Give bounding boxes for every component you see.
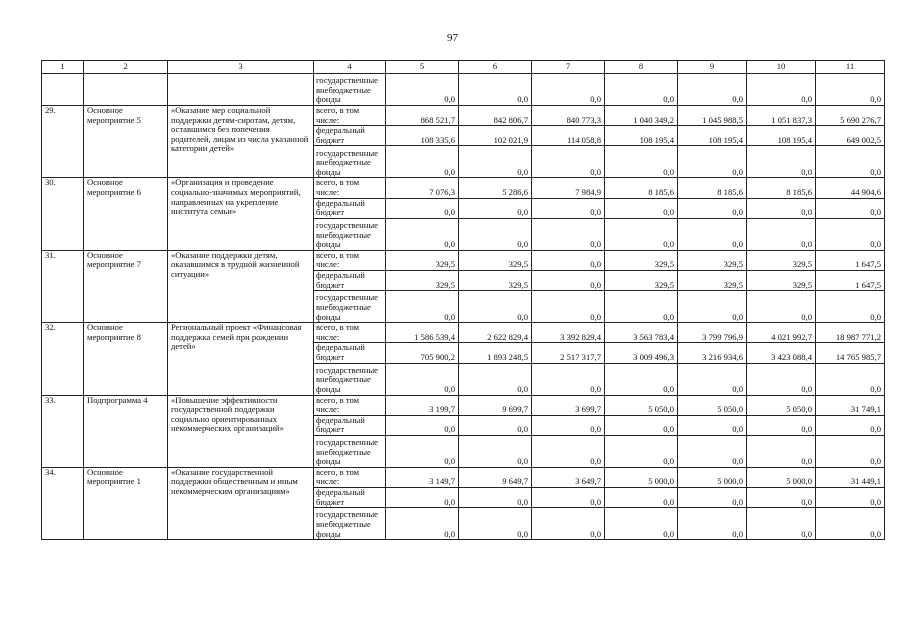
value-cell: 1 045 988,5 — [678, 106, 747, 126]
value-cell: 114 058,8 — [532, 126, 605, 146]
table-body — [42, 61, 885, 540]
funding-source: государственные внебюджетные фонды — [314, 435, 386, 467]
value-cell: 0,0 — [816, 218, 885, 250]
measure-name: Основное мероприятие 5 — [84, 106, 168, 178]
value-cell: 0,0 — [386, 508, 459, 540]
column-header: 10 — [747, 61, 816, 74]
value-cell: 0,0 — [816, 146, 885, 178]
value-cell: 329,5 — [459, 270, 532, 290]
value-cell: 0,0 — [386, 363, 459, 395]
value-cell: 0,0 — [532, 198, 605, 218]
value-cell: 31 449,1 — [816, 467, 885, 487]
value-cell: 3 423 088,4 — [747, 343, 816, 363]
value-cell: 0,0 — [532, 291, 605, 323]
value-cell: 7 984,9 — [532, 178, 605, 198]
value-cell: 329,5 — [605, 270, 678, 290]
table-row — [42, 323, 885, 343]
value-cell: 5 000,0 — [678, 467, 747, 487]
value-cell: 0,0 — [459, 488, 532, 508]
value-cell: 0,0 — [386, 146, 459, 178]
column-header: 2 — [84, 61, 168, 74]
measure-name: Основное мероприятие 1 — [84, 467, 168, 539]
value-cell: 0,0 — [678, 415, 747, 435]
value-cell: 0,0 — [747, 488, 816, 508]
value-cell: 102 021,9 — [459, 126, 532, 146]
value-cell: 0,0 — [386, 218, 459, 250]
value-cell: 0,0 — [747, 363, 816, 395]
value-cell: 0,0 — [459, 291, 532, 323]
measure-description: «Организация и проведение социально-значимых мероприятий, направленных на укрепление института семьи» — [168, 178, 314, 250]
funding-source: федеральный бюджет — [314, 126, 386, 146]
table-row — [42, 106, 885, 126]
value-cell: 108 195,4 — [747, 126, 816, 146]
value-cell: 329,5 — [747, 250, 816, 270]
funding-source: всего, в том числе: — [314, 178, 386, 198]
value-cell: 0,0 — [459, 435, 532, 467]
measure-description: «Оказание поддержки детям, оказавшимся в трудной жизненной ситуации» — [168, 250, 314, 322]
value-cell: 0,0 — [532, 74, 605, 106]
value-cell: 0,0 — [747, 415, 816, 435]
value-cell: 0,0 — [747, 435, 816, 467]
value-cell: 705 900,2 — [386, 343, 459, 363]
column-header: 11 — [816, 61, 885, 74]
value-cell: 0,0 — [532, 270, 605, 290]
value-cell: 0,0 — [678, 146, 747, 178]
value-cell: 329,5 — [605, 250, 678, 270]
value-cell: 0,0 — [747, 146, 816, 178]
value-cell: 0,0 — [459, 363, 532, 395]
funding-source: всего, в том числе: — [314, 323, 386, 343]
value-cell: 3 563 783,4 — [605, 323, 678, 343]
value-cell: 0,0 — [386, 415, 459, 435]
measure-name: Основное мероприятие 6 — [84, 178, 168, 250]
value-cell: 0,0 — [816, 291, 885, 323]
value-cell: 842 806,7 — [459, 106, 532, 126]
value-cell: 3 216 934,6 — [678, 343, 747, 363]
value-cell: 0,0 — [605, 218, 678, 250]
value-cell: 649 002,5 — [816, 126, 885, 146]
row-number: 29. — [42, 106, 84, 178]
value-cell: 0,0 — [386, 291, 459, 323]
value-cell: 44 904,6 — [816, 178, 885, 198]
funding-source: федеральный бюджет — [314, 415, 386, 435]
value-cell: 0,0 — [816, 415, 885, 435]
value-cell: 2 517 317,7 — [532, 343, 605, 363]
value-cell: 5 286,6 — [459, 178, 532, 198]
funding-source: всего, в том числе: — [314, 250, 386, 270]
column-header: 6 — [459, 61, 532, 74]
value-cell: 0,0 — [532, 363, 605, 395]
value-cell: 1 586 539,4 — [386, 323, 459, 343]
value-cell: 329,5 — [678, 250, 747, 270]
value-cell: 0,0 — [678, 508, 747, 540]
measure-name: Основное мероприятие 8 — [84, 323, 168, 395]
value-cell: 0,0 — [532, 415, 605, 435]
value-cell: 3 009 496,3 — [605, 343, 678, 363]
value-cell: 0,0 — [678, 74, 747, 106]
value-cell: 8 185,6 — [747, 178, 816, 198]
value-cell: 0,0 — [532, 146, 605, 178]
value-cell: 0,0 — [816, 508, 885, 540]
value-cell: 3 392 829,4 — [532, 323, 605, 343]
value-cell: 0,0 — [386, 198, 459, 218]
value-cell: 329,5 — [747, 270, 816, 290]
value-cell: 868 521,7 — [386, 106, 459, 126]
value-cell: 0,0 — [816, 435, 885, 467]
value-cell: 0,0 — [459, 146, 532, 178]
value-cell: 0,0 — [459, 508, 532, 540]
value-cell: 5 050,0 — [747, 395, 816, 415]
value-cell: 0,0 — [605, 291, 678, 323]
row-number: 30. — [42, 178, 84, 250]
column-header: 8 — [605, 61, 678, 74]
value-cell: 3 799 796,9 — [678, 323, 747, 343]
measure-name: Основное мероприятие 7 — [84, 250, 168, 322]
value-cell: 0,0 — [678, 198, 747, 218]
value-cell: 0,0 — [532, 508, 605, 540]
value-cell: 329,5 — [459, 250, 532, 270]
value-cell: 0,0 — [605, 363, 678, 395]
value-cell: 0,0 — [605, 488, 678, 508]
value-cell: 0,0 — [747, 218, 816, 250]
cell-empty — [42, 74, 84, 106]
value-cell: 5 690 276,7 — [816, 106, 885, 126]
value-cell: 3 149,7 — [386, 467, 459, 487]
value-cell: 840 773,3 — [532, 106, 605, 126]
funding-source: всего, в том числе: — [314, 467, 386, 487]
value-cell: 329,5 — [386, 250, 459, 270]
value-cell: 0,0 — [532, 218, 605, 250]
cell-empty — [84, 74, 168, 106]
value-cell: 3 649,7 — [532, 467, 605, 487]
value-cell: 0,0 — [816, 488, 885, 508]
value-cell: 108 335,6 — [386, 126, 459, 146]
funding-source: государственные внебюджетные фонды — [314, 218, 386, 250]
column-header: 7 — [532, 61, 605, 74]
column-header: 1 — [42, 61, 84, 74]
budget-table — [41, 60, 885, 540]
value-cell: 0,0 — [532, 488, 605, 508]
value-cell: 9 649,7 — [459, 467, 532, 487]
funding-source: федеральный бюджет — [314, 270, 386, 290]
funding-source: государственные внебюджетные фонды — [314, 74, 386, 106]
header-row — [42, 61, 885, 74]
funding-source: всего, в том числе: — [314, 395, 386, 415]
column-header: 3 — [168, 61, 314, 74]
value-cell: 0,0 — [678, 291, 747, 323]
value-cell: 0,0 — [747, 198, 816, 218]
value-cell: 5 050,0 — [605, 395, 678, 415]
value-cell: 5 050,0 — [678, 395, 747, 415]
value-cell: 0,0 — [605, 74, 678, 106]
funding-source: всего, в том числе: — [314, 106, 386, 126]
value-cell: 14 765 985,7 — [816, 343, 885, 363]
table-row — [42, 178, 885, 198]
row-number: 33. — [42, 395, 84, 467]
cell-empty — [168, 74, 314, 106]
measure-description: Региональный проект «Финансовая поддержка семей при рождении детей» — [168, 323, 314, 395]
funding-source: государственные внебюджетные фонды — [314, 146, 386, 178]
value-cell: 0,0 — [747, 291, 816, 323]
value-cell: 0,0 — [386, 488, 459, 508]
value-cell: 0,0 — [678, 363, 747, 395]
value-cell: 329,5 — [678, 270, 747, 290]
value-cell: 4 021 992,7 — [747, 323, 816, 343]
column-header: 5 — [386, 61, 459, 74]
value-cell: 2 622 829,4 — [459, 323, 532, 343]
value-cell: 0,0 — [816, 74, 885, 106]
value-cell: 0,0 — [386, 74, 459, 106]
value-cell: 1 647,5 — [816, 250, 885, 270]
value-cell: 0,0 — [605, 198, 678, 218]
value-cell: 9 699,7 — [459, 395, 532, 415]
table-row — [42, 395, 885, 415]
value-cell: 0,0 — [532, 250, 605, 270]
value-cell: 1 893 248,5 — [459, 343, 532, 363]
measure-description: «Повышение эффективности государственной поддержки социально ориентированных некоммерческих организаций» — [168, 395, 314, 467]
row-number: 31. — [42, 250, 84, 322]
measure-description: «Оказание государственной поддержки общественным и иным некоммерческим организациям» — [168, 467, 314, 539]
page-number: 97 — [447, 32, 458, 44]
value-cell: 8 185,6 — [605, 178, 678, 198]
value-cell: 7 076,3 — [386, 178, 459, 198]
funding-source: государственные внебюджетные фонды — [314, 363, 386, 395]
value-cell: 108 195,4 — [605, 126, 678, 146]
value-cell: 3 199,7 — [386, 395, 459, 415]
value-cell: 0,0 — [605, 415, 678, 435]
value-cell: 0,0 — [816, 198, 885, 218]
value-cell: 0,0 — [459, 415, 532, 435]
table-row — [42, 467, 885, 487]
value-cell: 108 195,4 — [678, 126, 747, 146]
value-cell: 1 051 837,3 — [747, 106, 816, 126]
value-cell: 0,0 — [678, 435, 747, 467]
value-cell: 1 647,5 — [816, 270, 885, 290]
measure-description: «Оказание мер социальной поддержки детям-сиротам, детям, оставшимся без попечения родителей, лицам из числа указанной категории детей» — [168, 106, 314, 178]
column-header: 9 — [678, 61, 747, 74]
funding-source: федеральный бюджет — [314, 488, 386, 508]
funding-source: федеральный бюджет — [314, 198, 386, 218]
value-cell: 5 000,0 — [605, 467, 678, 487]
value-cell: 0,0 — [605, 435, 678, 467]
value-cell: 0,0 — [678, 218, 747, 250]
value-cell: 329,5 — [386, 270, 459, 290]
value-cell: 0,0 — [532, 435, 605, 467]
value-cell: 8 185,6 — [678, 178, 747, 198]
value-cell: 3 699,7 — [532, 395, 605, 415]
table-row — [42, 250, 885, 270]
value-cell: 0,0 — [386, 435, 459, 467]
value-cell: 0,0 — [605, 146, 678, 178]
value-cell: 0,0 — [459, 218, 532, 250]
funding-source: федеральный бюджет — [314, 343, 386, 363]
row-number: 32. — [42, 323, 84, 395]
value-cell: 0,0 — [459, 198, 532, 218]
table-row — [42, 74, 885, 106]
value-cell: 0,0 — [459, 74, 532, 106]
row-number: 34. — [42, 467, 84, 539]
value-cell: 18 987 771,2 — [816, 323, 885, 343]
funding-source: государственные внебюджетные фонды — [314, 291, 386, 323]
column-header: 4 — [314, 61, 386, 74]
funding-source: государственные внебюджетные фонды — [314, 508, 386, 540]
value-cell: 5 000,0 — [747, 467, 816, 487]
value-cell: 0,0 — [747, 74, 816, 106]
value-cell: 0,0 — [747, 508, 816, 540]
value-cell: 1 040 349,2 — [605, 106, 678, 126]
value-cell: 0,0 — [678, 488, 747, 508]
value-cell: 0,0 — [816, 363, 885, 395]
value-cell: 0,0 — [605, 508, 678, 540]
value-cell: 31 749,1 — [816, 395, 885, 415]
measure-name: Подпрограмма 4 — [84, 395, 168, 467]
